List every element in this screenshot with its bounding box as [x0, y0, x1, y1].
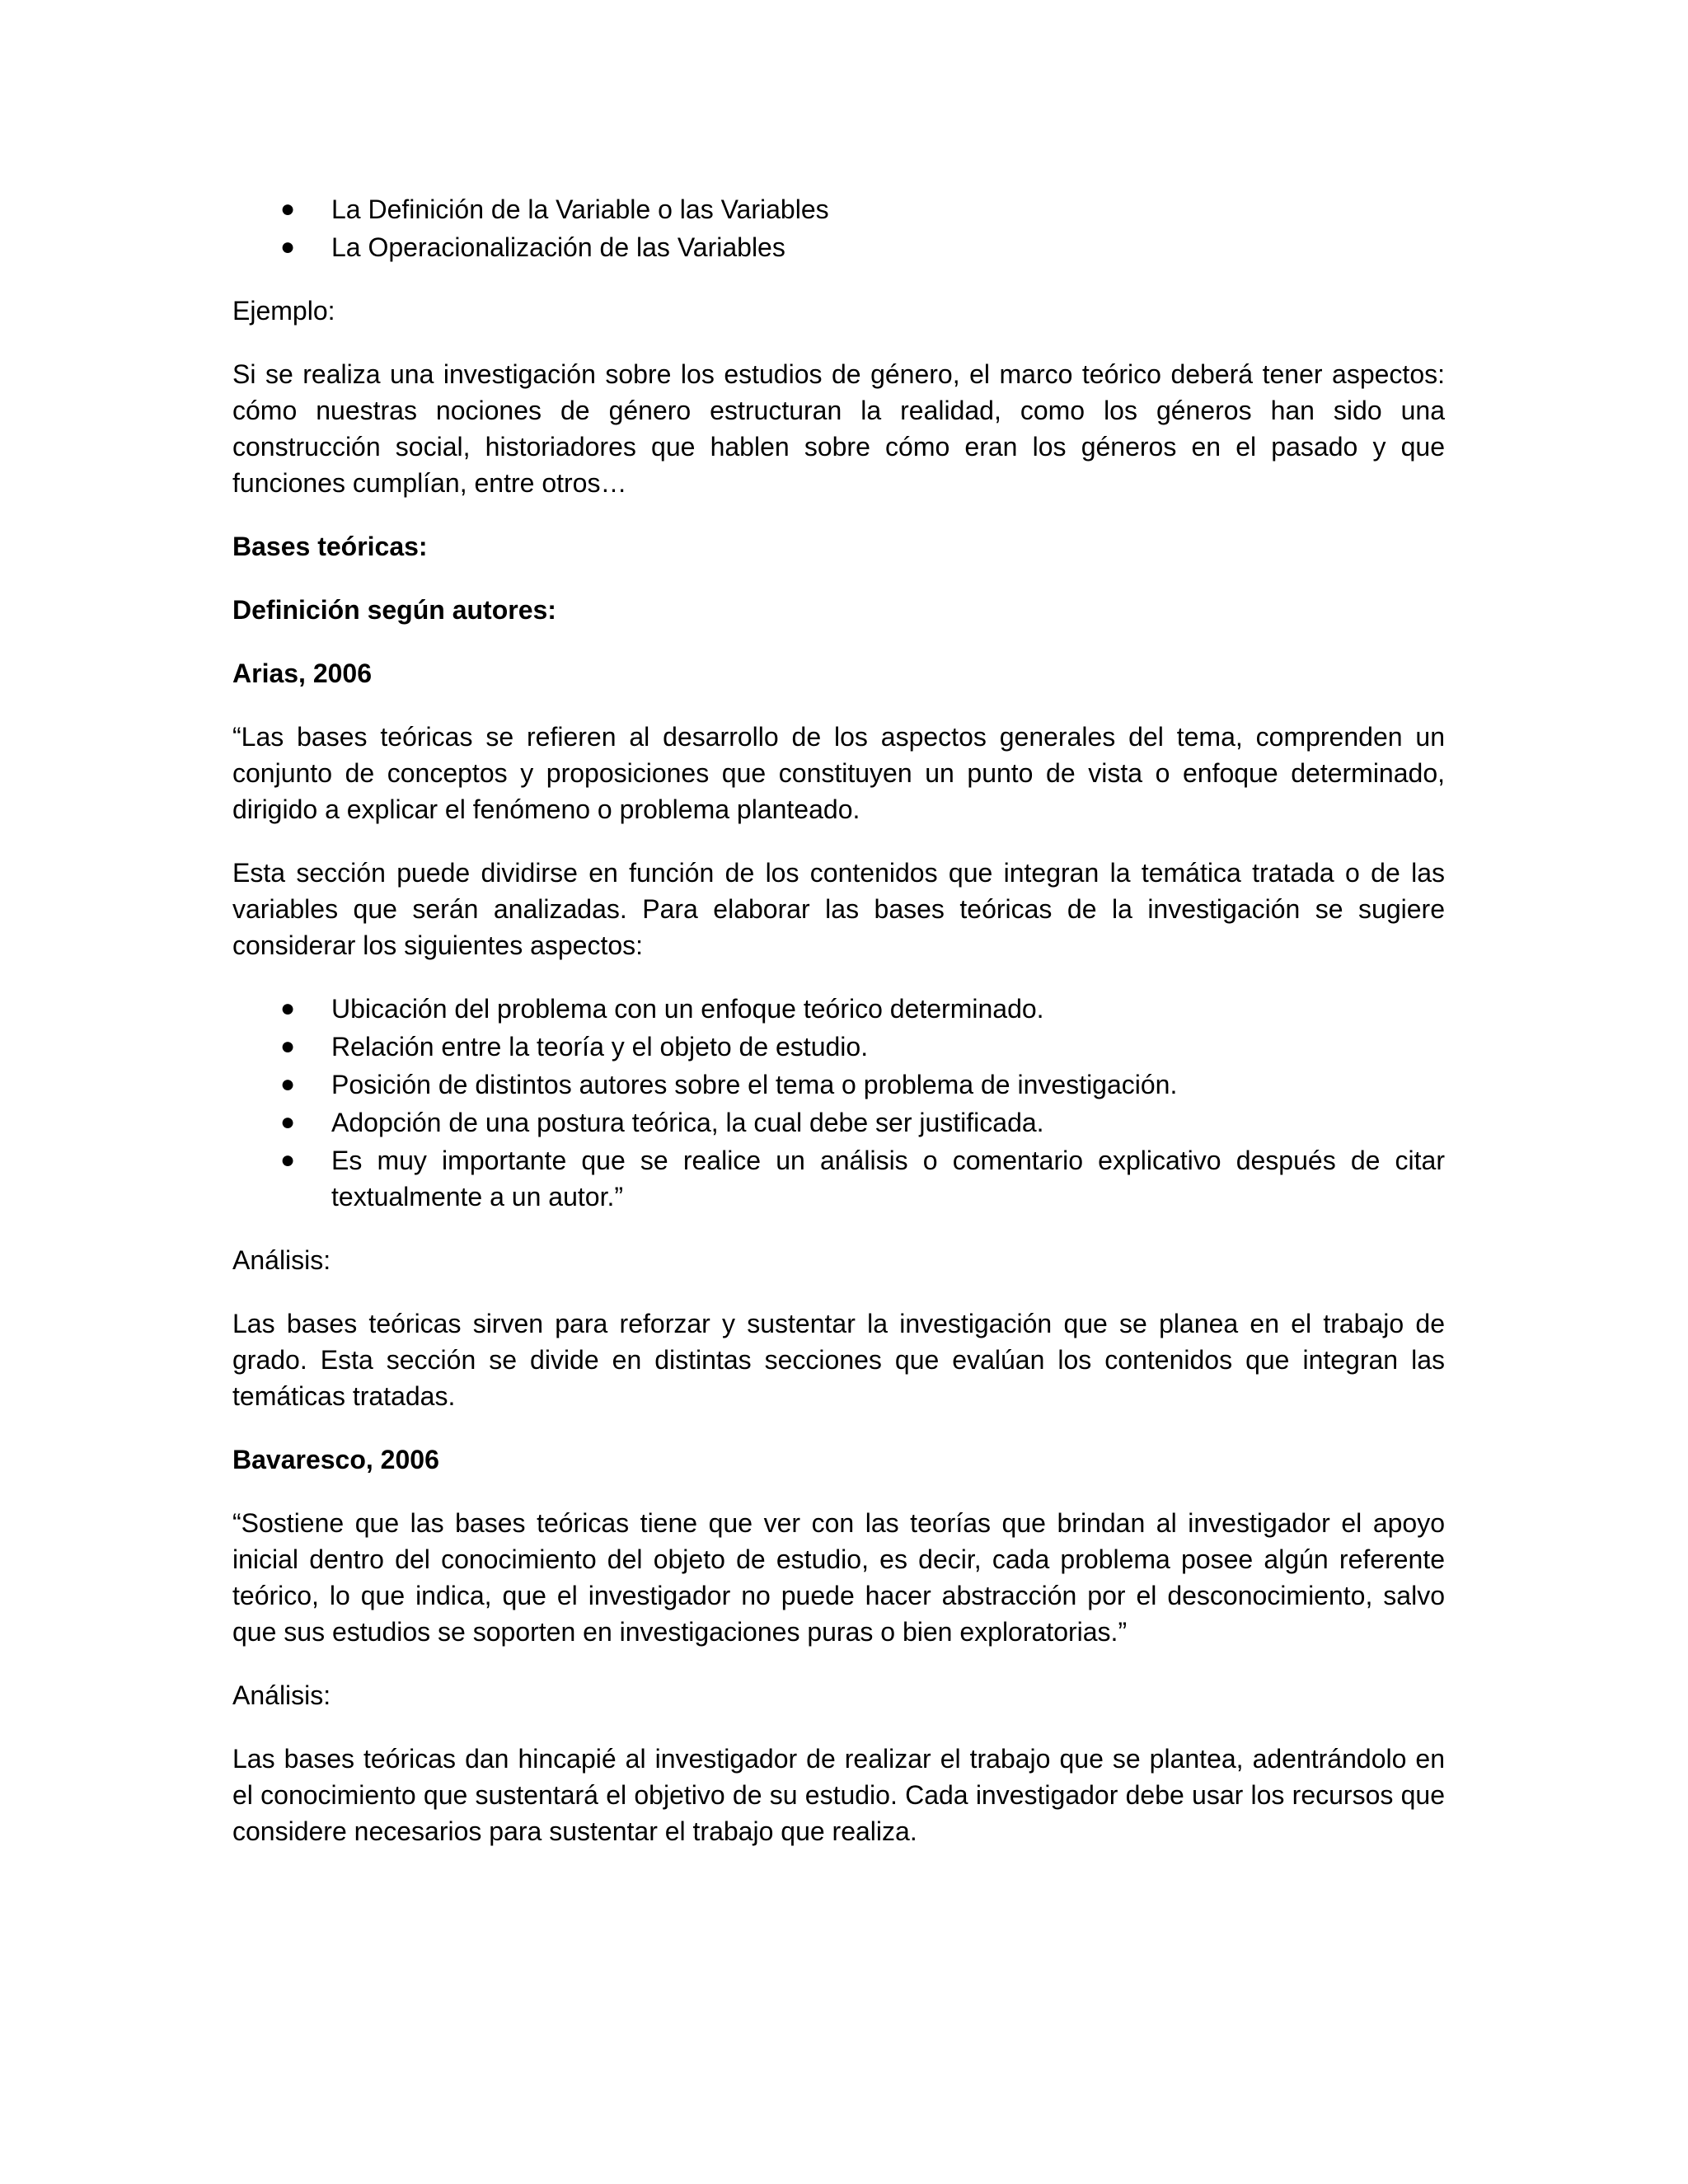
ejemplo-paragraph: Si se realiza una investigación sobre los estudios de género, el marco teórico deberá tener aspectos: cómo nuestras nociones de género estructuran la realidad, como los géneros han sido una construcción social, historiadores que hablen sobre cómo eran los géneros en el pasado y que funciones cumplían, entre otros…: [232, 359, 1445, 498]
list-item: ● La Definición de la Variable o las Variables: [232, 191, 1445, 227]
heading-bavaresco: Bavaresco, 2006: [232, 1445, 439, 1474]
arias-paragraph-2: Esta sección puede dividirse en función de los contenidos que integran la temática tratada o de las variables que serán analizadas. Para elaborar las bases teóricas de la investigación se sugiere considerar los siguientes aspectos:: [232, 858, 1445, 960]
ejemplo-label: Ejemplo:: [232, 296, 335, 326]
heading-arias: Arias, 2006: [232, 658, 373, 688]
heading-bases-teoricas: Bases teóricas:: [232, 532, 428, 561]
list-item: ● Adopción de una postura teórica, la cual debe ser justificada.: [232, 1104, 1445, 1141]
list-item: ● La Operacionalización de las Variables: [232, 229, 1445, 265]
bullet-icon: ●: [280, 195, 296, 223]
bullet-icon: ●: [280, 995, 296, 1022]
list-item: ● Ubicación del problema con un enfoque teórico determinado.: [232, 991, 1445, 1027]
bullet-icon: ●: [280, 1071, 296, 1098]
bavaresco-analysis-paragraph: Las bases teóricas dan hincapié al investigador de realizar el trabajo que se plantea, adentrándolo en el conocimiento que sustentará el objetivo de su estudio. Cada investigador debe usar los recursos que considere necesarios para sustentar el trabajo que realiza.: [232, 1744, 1445, 1846]
arias-analysis-paragraph: Las bases teóricas sirven para reforzar y sustentar la investigación que se planea en el trabajo de grado. Esta sección se divide en distintas secciones que evalúan los contenidos que integran las temáticas tratadas.: [232, 1309, 1445, 1411]
list-item: ● Posición de distintos autores sobre el tema o problema de investigación.: [232, 1066, 1445, 1103]
bullet-list-variables: [232, 191, 1445, 265]
bullet-icon: ●: [280, 1108, 296, 1136]
bullet-icon: ●: [280, 233, 296, 260]
bullet-icon: ●: [280, 1033, 296, 1060]
list-item: ● Es muy importante que se realice un análisis o comentario explicativo después de citar textualmente a un autor.”: [232, 1142, 1445, 1215]
bullet-icon: ●: [280, 1146, 296, 1174]
bavaresco-quote: “Sostiene que las bases teóricas tiene que ver con las teorías que brindan al investigador el apoyo inicial dentro del conocimiento del objeto de estudio, es decir, cada problema posee algún referente teórico, lo que indica, que el investigador no puede hacer abstracción por el desconocimiento, salvo que sus estudios se soporten en investigaciones puras o bien exploratorias.”: [232, 1508, 1445, 1647]
bavaresco-analysis-label: Análisis:: [232, 1680, 331, 1710]
arias-analysis-label: Análisis:: [232, 1245, 331, 1275]
heading-definicion-autores: Definición según autores:: [232, 595, 556, 625]
arias-quote: “Las bases teóricas se refieren al desarrollo de los aspectos generales del tema, comprenden un conjunto de conceptos y proposiciones que constituyen un punto de vista o enfoque determinado, dirigido a explicar el fenómeno o problema planteado.: [232, 722, 1445, 824]
bullet-list-aspectos: [232, 991, 1445, 1215]
list-item: ● Relación entre la teoría y el objeto de estudio.: [232, 1029, 1445, 1065]
